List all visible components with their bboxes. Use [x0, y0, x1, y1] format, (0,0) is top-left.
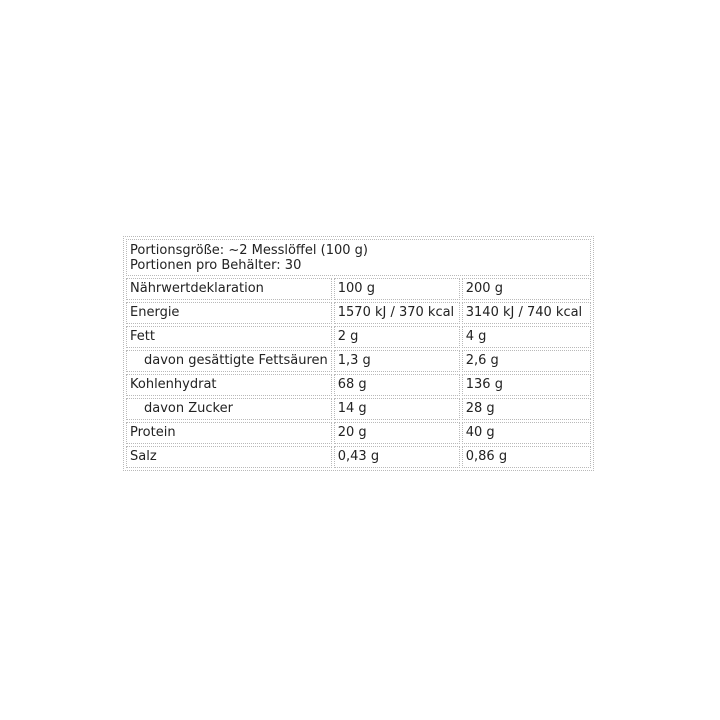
nutrition-table — [123, 236, 594, 471]
row-value-per-100g: 1,3 g — [334, 350, 460, 372]
row-label-carbohydrate: Kohlenhydrat — [126, 374, 332, 396]
table-row — [126, 326, 591, 348]
table-row — [126, 446, 591, 468]
row-value-per-100g: 0,43 g — [334, 446, 460, 468]
row-label-fat: Fett — [126, 326, 332, 348]
row-value-per-200g: 136 g — [462, 374, 591, 396]
row-label-sugar: davon Zucker — [126, 398, 332, 420]
header-nutrition-declaration: Nährwertdeklaration — [126, 278, 332, 300]
row-value-per-200g: 40 g — [462, 422, 591, 444]
table-row — [126, 302, 591, 324]
serving-info-cell — [126, 239, 591, 276]
row-value-per-200g: 3140 kJ / 740 kcal — [462, 302, 591, 324]
row-value-per-200g: 2,6 g — [462, 350, 591, 372]
row-value-per-100g: 14 g — [334, 398, 460, 420]
table-row — [126, 398, 591, 420]
serving-info-row — [126, 239, 591, 276]
row-value-per-200g: 0,86 g — [462, 446, 591, 468]
servings-per-container-text: Portionen pro Behälter: 30 — [130, 258, 302, 273]
table-header-row — [126, 278, 591, 300]
row-value-per-100g: 20 g — [334, 422, 460, 444]
row-label-energy: Energie — [126, 302, 332, 324]
table-row — [126, 374, 591, 396]
table-row — [126, 350, 591, 372]
row-value-per-100g: 2 g — [334, 326, 460, 348]
row-value-per-100g: 1570 kJ / 370 kcal — [334, 302, 460, 324]
row-label-saturated-fat: davon gesättigte Fettsäuren — [126, 350, 332, 372]
table-row — [126, 422, 591, 444]
serving-size-text: Portionsgröße: ~2 Messlöffel (100 g) — [130, 243, 368, 258]
header-per-100g: 100 g — [334, 278, 460, 300]
row-value-per-200g: 28 g — [462, 398, 591, 420]
row-value-per-100g: 68 g — [334, 374, 460, 396]
header-per-200g: 200 g — [462, 278, 591, 300]
row-label-salt: Salz — [126, 446, 332, 468]
row-value-per-200g: 4 g — [462, 326, 591, 348]
row-label-protein: Protein — [126, 422, 332, 444]
